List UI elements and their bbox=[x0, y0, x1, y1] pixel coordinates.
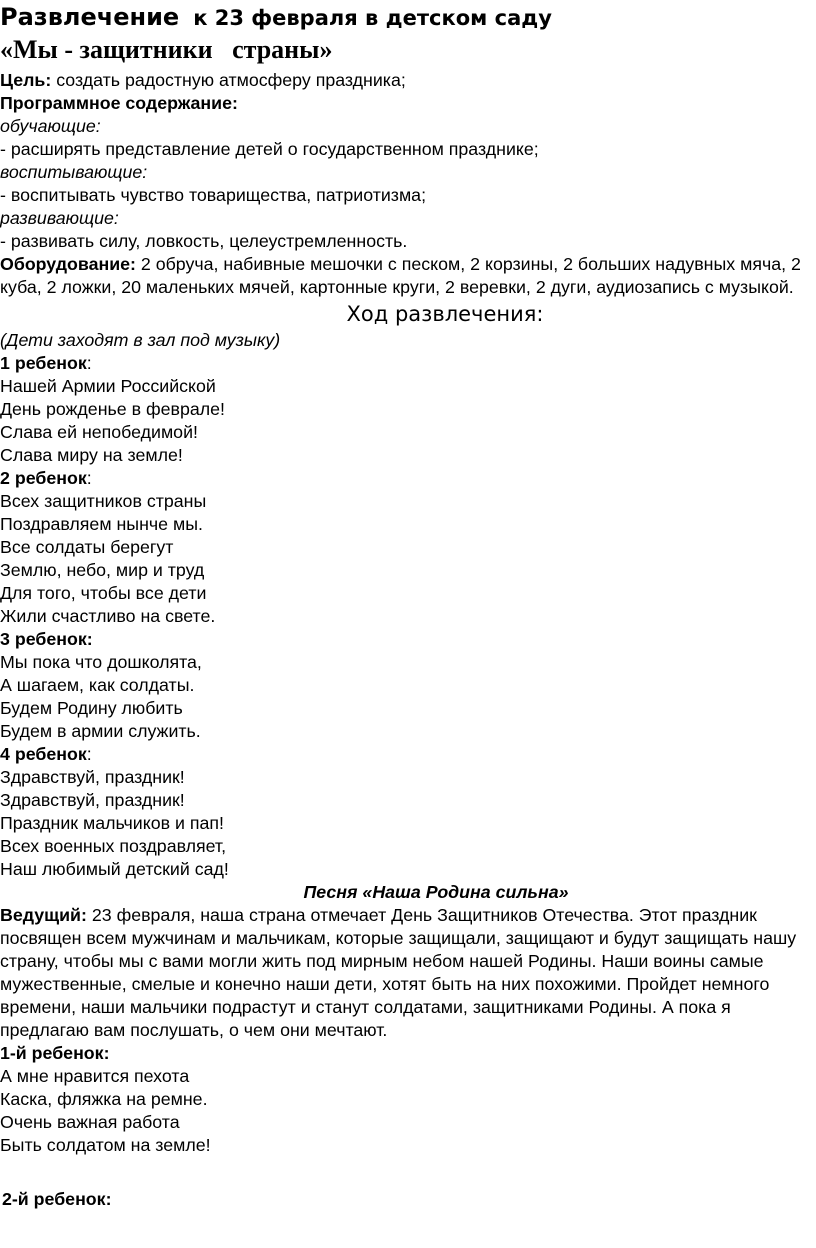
equipment-paragraph bbox=[0, 253, 812, 299]
poem-line: Здравствуй, праздник! bbox=[0, 767, 185, 787]
poem-block bbox=[0, 467, 812, 628]
goal-text: создать радостную атмосферу праздника; bbox=[51, 70, 406, 90]
poem-line: Праздник мальчиков и пап! bbox=[0, 813, 224, 833]
poem-line: Всех защитников страны bbox=[0, 491, 207, 511]
poem-speaker: 2 ребенок: bbox=[0, 468, 92, 488]
document-subtitle: «Мы - защитники страны» bbox=[0, 35, 333, 64]
upbringing-text: - воспитывать чувство товарищества, патриотизма; bbox=[0, 185, 427, 205]
educational-label: обучающие: bbox=[0, 116, 101, 136]
speaker-label: 1 ребенок bbox=[0, 353, 87, 373]
poem-line: А мне нравится пехота bbox=[0, 1066, 190, 1086]
poem-line: Поздравляем нынче мы. bbox=[0, 514, 203, 534]
poem-line: Очень важная работа bbox=[0, 1112, 180, 1132]
poem-line: Здравствуй, праздник! bbox=[0, 790, 185, 810]
poem-line: Для того, чтобы все дети bbox=[0, 583, 207, 603]
equipment-text: 2 обруча, набивные мешочки с песком, 2 корзины, 2 больших надувных мяча, 2 куба, 2 ложки, 20 маленьких мячей, картонные круги, 2 веревки, 2 дуги, аудиозапись с музыкой. bbox=[0, 254, 801, 297]
poem-line: Каска, фляжка на ремне. bbox=[0, 1089, 208, 1109]
poem-speaker: 1-й ребенок: bbox=[0, 1043, 110, 1063]
course-heading: Ход развлечения: bbox=[346, 302, 544, 326]
poem-line: Мы пока что дошколята, bbox=[0, 652, 202, 672]
poem-block bbox=[0, 352, 812, 467]
title-word: Развлечение bbox=[0, 3, 180, 31]
poem-line: Нашей Армии Российской bbox=[0, 376, 216, 396]
entrance-note: (Дети заходят в зал под музыку) bbox=[0, 330, 281, 350]
poem-block bbox=[0, 1042, 812, 1157]
poem-line: Наш любимый детский сад! bbox=[0, 859, 229, 879]
poem-line: Слава миру на земле! bbox=[0, 445, 183, 465]
poem-line: А шагаем, как солдаты. bbox=[0, 675, 195, 695]
equipment-label: Оборудование: bbox=[0, 254, 136, 274]
poem-speaker: 2-й ребенок: bbox=[2, 1189, 112, 1209]
document-body bbox=[0, 69, 812, 1211]
goal-paragraph bbox=[0, 69, 812, 92]
poem-block bbox=[0, 628, 812, 743]
host-paragraph bbox=[0, 904, 812, 1042]
poem-speaker: 4 ребенок: bbox=[0, 744, 92, 764]
spacer bbox=[0, 1157, 812, 1188]
upbringing-label: воспитывающие: bbox=[0, 162, 148, 182]
poem-speaker bbox=[0, 628, 812, 651]
poem-line: Жили счастливо на свете. bbox=[0, 606, 216, 626]
host-text: 23 февраля, наша страна отмечает День Защитников Отечества. Этот праздник посвящен всем мужчинам и мальчикам, которые защищали, защищают и будут защищать нашу страну, чтобы мы с вами могли жить под мирным небом нашей Родины. Наши воины самые мужественные, смелые и конечно наши дети, хотят быть на них похожими. Пройдет немного времени, наши мальчики подрастут и станут солдатами, защитниками Родины. А пока я предлагаю вам послушать, о чем они мечтают. bbox=[0, 905, 797, 1040]
speaker-label: 2 ребенок bbox=[0, 468, 87, 488]
title-rest: к 23 февраля в детском саду bbox=[193, 6, 552, 30]
song-title: Песня «Наша Родина сильна» bbox=[303, 882, 569, 902]
poem-speaker: 1 ребенок: bbox=[0, 353, 92, 373]
host-label: Ведущий: bbox=[0, 905, 87, 925]
poem-block bbox=[0, 743, 812, 881]
poem-line: День рожденье в феврале! bbox=[0, 399, 225, 419]
poem-line: Слава ей непобедимой! bbox=[0, 422, 198, 442]
poem-line: Быть солдатом на земле! bbox=[0, 1135, 211, 1155]
goal-label: Цель: bbox=[0, 70, 52, 90]
poem-line: Будем Родину любить bbox=[0, 698, 183, 718]
document-title bbox=[0, 2, 552, 33]
developing-label: развивающие: bbox=[0, 208, 119, 228]
developing-text: - развивать силу, ловкость, целеустремленность. bbox=[0, 231, 408, 251]
educational-text: - расширять представление детей о государственном празднике; bbox=[0, 139, 539, 159]
poem-line: Все солдаты берегут bbox=[0, 537, 174, 557]
poem-line: Будем в армии служить. bbox=[0, 721, 201, 741]
speaker-label: 3 ребенок: bbox=[0, 629, 93, 649]
poem-line: Всех военных поздравляет, bbox=[0, 836, 227, 856]
program-heading: Программное содержание: bbox=[0, 93, 238, 113]
speaker-label: 4 ребенок bbox=[0, 744, 87, 764]
poem-line: Землю, небо, мир и труд bbox=[0, 560, 205, 580]
